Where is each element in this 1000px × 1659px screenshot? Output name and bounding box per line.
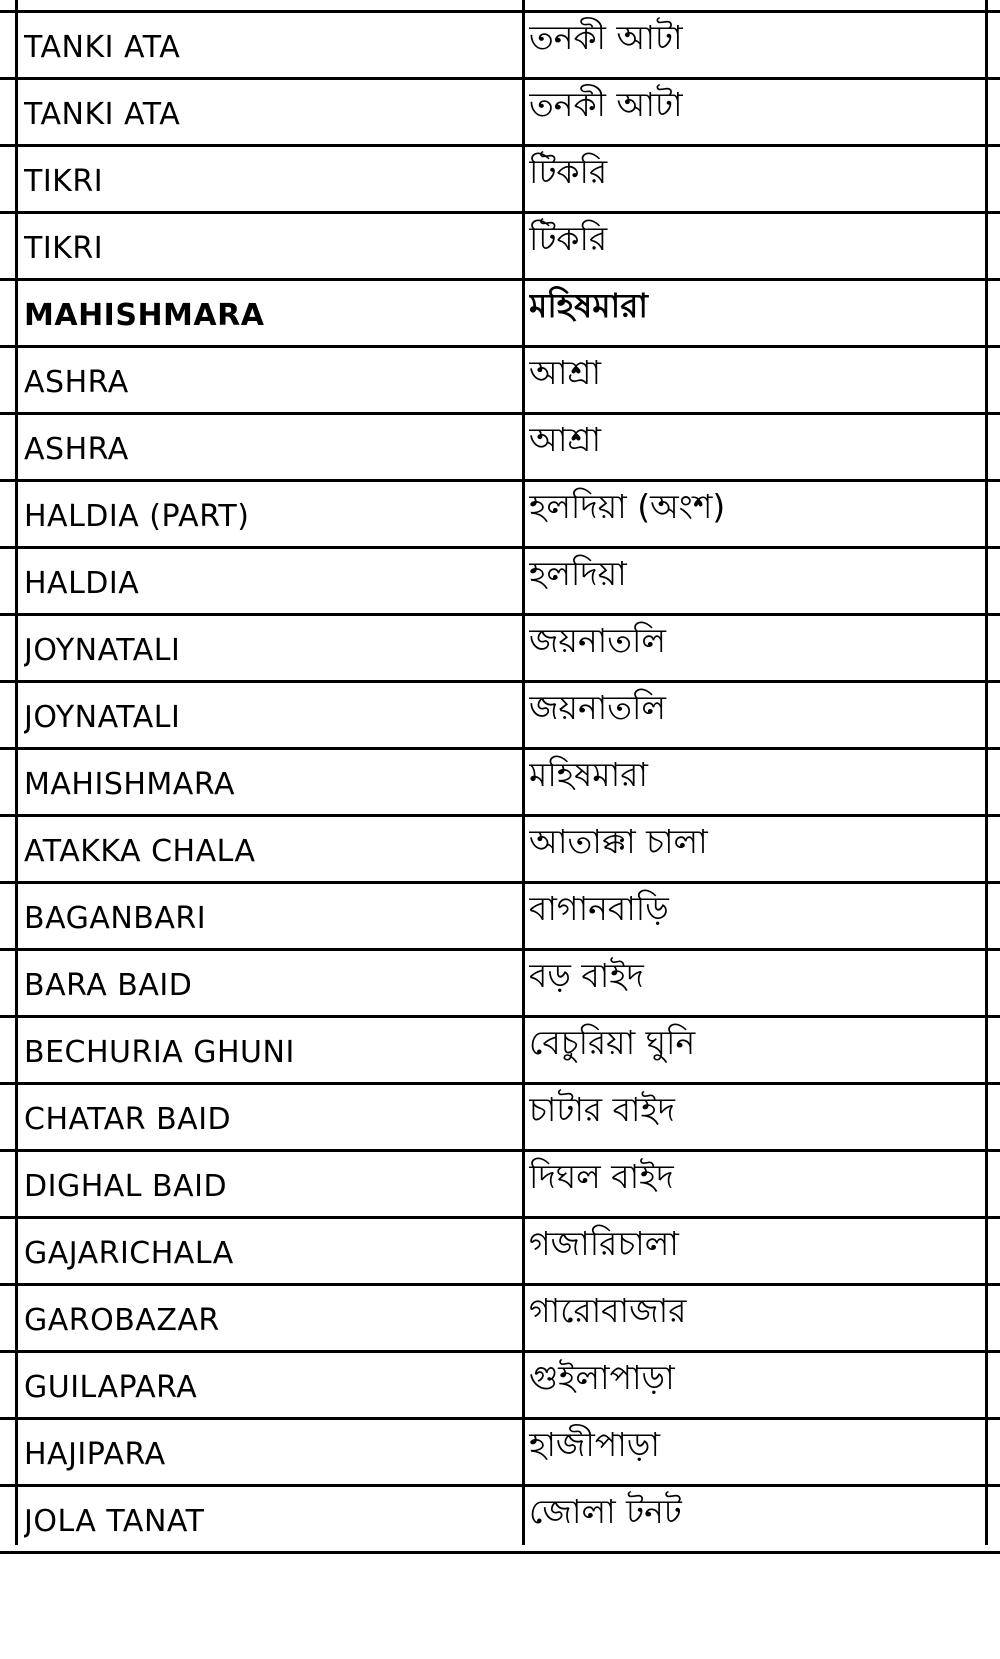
row-divider bbox=[0, 814, 1000, 817]
row-divider bbox=[0, 680, 1000, 683]
english-name-cell: ATAKKA CHALA bbox=[24, 833, 256, 869]
bengali-name-cell: হাজীপাড়া bbox=[529, 1425, 660, 1464]
row-divider bbox=[0, 1484, 1000, 1487]
row-divider bbox=[0, 479, 1000, 482]
bengali-name-cell: জয়নাতলি bbox=[529, 688, 667, 727]
english-name-cell: BECHURIA GHUNI bbox=[24, 1034, 295, 1070]
english-name-cell: HALDIA (PART) bbox=[24, 498, 250, 534]
row-divider bbox=[0, 747, 1000, 750]
english-name-cell: JOLA TANAT bbox=[24, 1503, 205, 1539]
bengali-name-cell: চাটার বাইদ bbox=[529, 1090, 676, 1129]
bengali-name-cell: বেচুরিয়া ঘুনি bbox=[529, 1023, 696, 1062]
row-divider bbox=[0, 1283, 1000, 1286]
bengali-name-cell: আতাক্কা চালা bbox=[529, 822, 708, 861]
row-divider bbox=[0, 412, 1000, 415]
english-name-cell: JOYNATALI bbox=[24, 632, 181, 668]
english-name-cell: TANKI ATA bbox=[24, 29, 181, 65]
bengali-name-cell: টিকরি bbox=[529, 152, 608, 191]
english-name-cell: TIKRI bbox=[24, 230, 104, 266]
bengali-name-cell: তনকী আটা bbox=[529, 85, 683, 124]
row-divider bbox=[0, 1417, 1000, 1420]
row-divider bbox=[0, 1015, 1000, 1018]
row-divider bbox=[0, 77, 1000, 80]
row-divider bbox=[0, 881, 1000, 884]
bengali-name-cell: জোলা টনট bbox=[529, 1492, 682, 1531]
bengali-name-cell: বড় বাইদ bbox=[529, 956, 644, 995]
english-name-cell: CHATAR BAID bbox=[24, 1101, 232, 1137]
bengali-name-cell: গজারিচালা bbox=[529, 1224, 679, 1263]
row-divider bbox=[0, 1149, 1000, 1152]
row-divider bbox=[0, 278, 1000, 281]
bengali-name-cell: হলদিয়া bbox=[529, 554, 627, 593]
english-name-cell: BAGANBARI bbox=[24, 900, 207, 936]
bengali-name-cell: হলদিয়া (অংশ) bbox=[529, 487, 726, 526]
bengali-name-cell: গারোবাজার bbox=[529, 1291, 687, 1330]
english-name-cell: ASHRA bbox=[24, 364, 129, 400]
row-divider bbox=[0, 1350, 1000, 1353]
table-left-border bbox=[15, 0, 18, 1545]
row-divider bbox=[0, 1216, 1000, 1219]
english-name-cell: ASHRA bbox=[24, 431, 129, 467]
bengali-name-cell: জয়নাতলি bbox=[529, 621, 667, 660]
row-divider bbox=[0, 345, 1000, 348]
table-right-border bbox=[985, 0, 988, 1545]
row-divider bbox=[0, 10, 1000, 13]
bengali-name-cell: আশ্রা bbox=[529, 420, 602, 459]
row-divider bbox=[0, 144, 1000, 147]
english-name-cell: BARA BAID bbox=[24, 967, 193, 1003]
english-name-cell: MAHISHMARA bbox=[24, 766, 235, 802]
english-name-cell: GUILAPARA bbox=[24, 1369, 198, 1405]
column-divider bbox=[522, 0, 525, 1545]
english-name-cell: HAJIPARA bbox=[24, 1436, 166, 1472]
english-name-cell: HALDIA bbox=[24, 565, 140, 601]
row-divider bbox=[0, 1551, 1000, 1554]
english-name-cell: MAHISHMARA bbox=[24, 297, 265, 333]
row-divider bbox=[0, 948, 1000, 951]
bengali-name-cell: আশ্রা bbox=[529, 353, 602, 392]
english-name-cell: TANKI ATA bbox=[24, 96, 181, 132]
english-name-cell: GAJARICHALA bbox=[24, 1235, 234, 1271]
english-name-cell: DIGHAL BAID bbox=[24, 1168, 228, 1204]
row-divider bbox=[0, 613, 1000, 616]
bengali-name-cell: মহিষমারা bbox=[529, 286, 648, 325]
row-divider bbox=[0, 546, 1000, 549]
bengali-name-cell: দিঘল বাইদ bbox=[529, 1157, 674, 1196]
row-divider bbox=[0, 1082, 1000, 1085]
bengali-name-cell: তনকী আটা bbox=[529, 18, 683, 57]
bengali-name-cell: গুইলাপাড়া bbox=[529, 1358, 675, 1397]
bengali-name-cell: মহিষমারা bbox=[529, 755, 648, 794]
bengali-name-cell: টিকরি bbox=[529, 219, 608, 258]
english-name-cell: JOYNATALI bbox=[24, 699, 181, 735]
english-name-cell: GAROBAZAR bbox=[24, 1302, 220, 1338]
row-divider bbox=[0, 211, 1000, 214]
bengali-name-cell: বাগানবাড়ি bbox=[529, 889, 669, 928]
english-name-cell: TIKRI bbox=[24, 163, 104, 199]
